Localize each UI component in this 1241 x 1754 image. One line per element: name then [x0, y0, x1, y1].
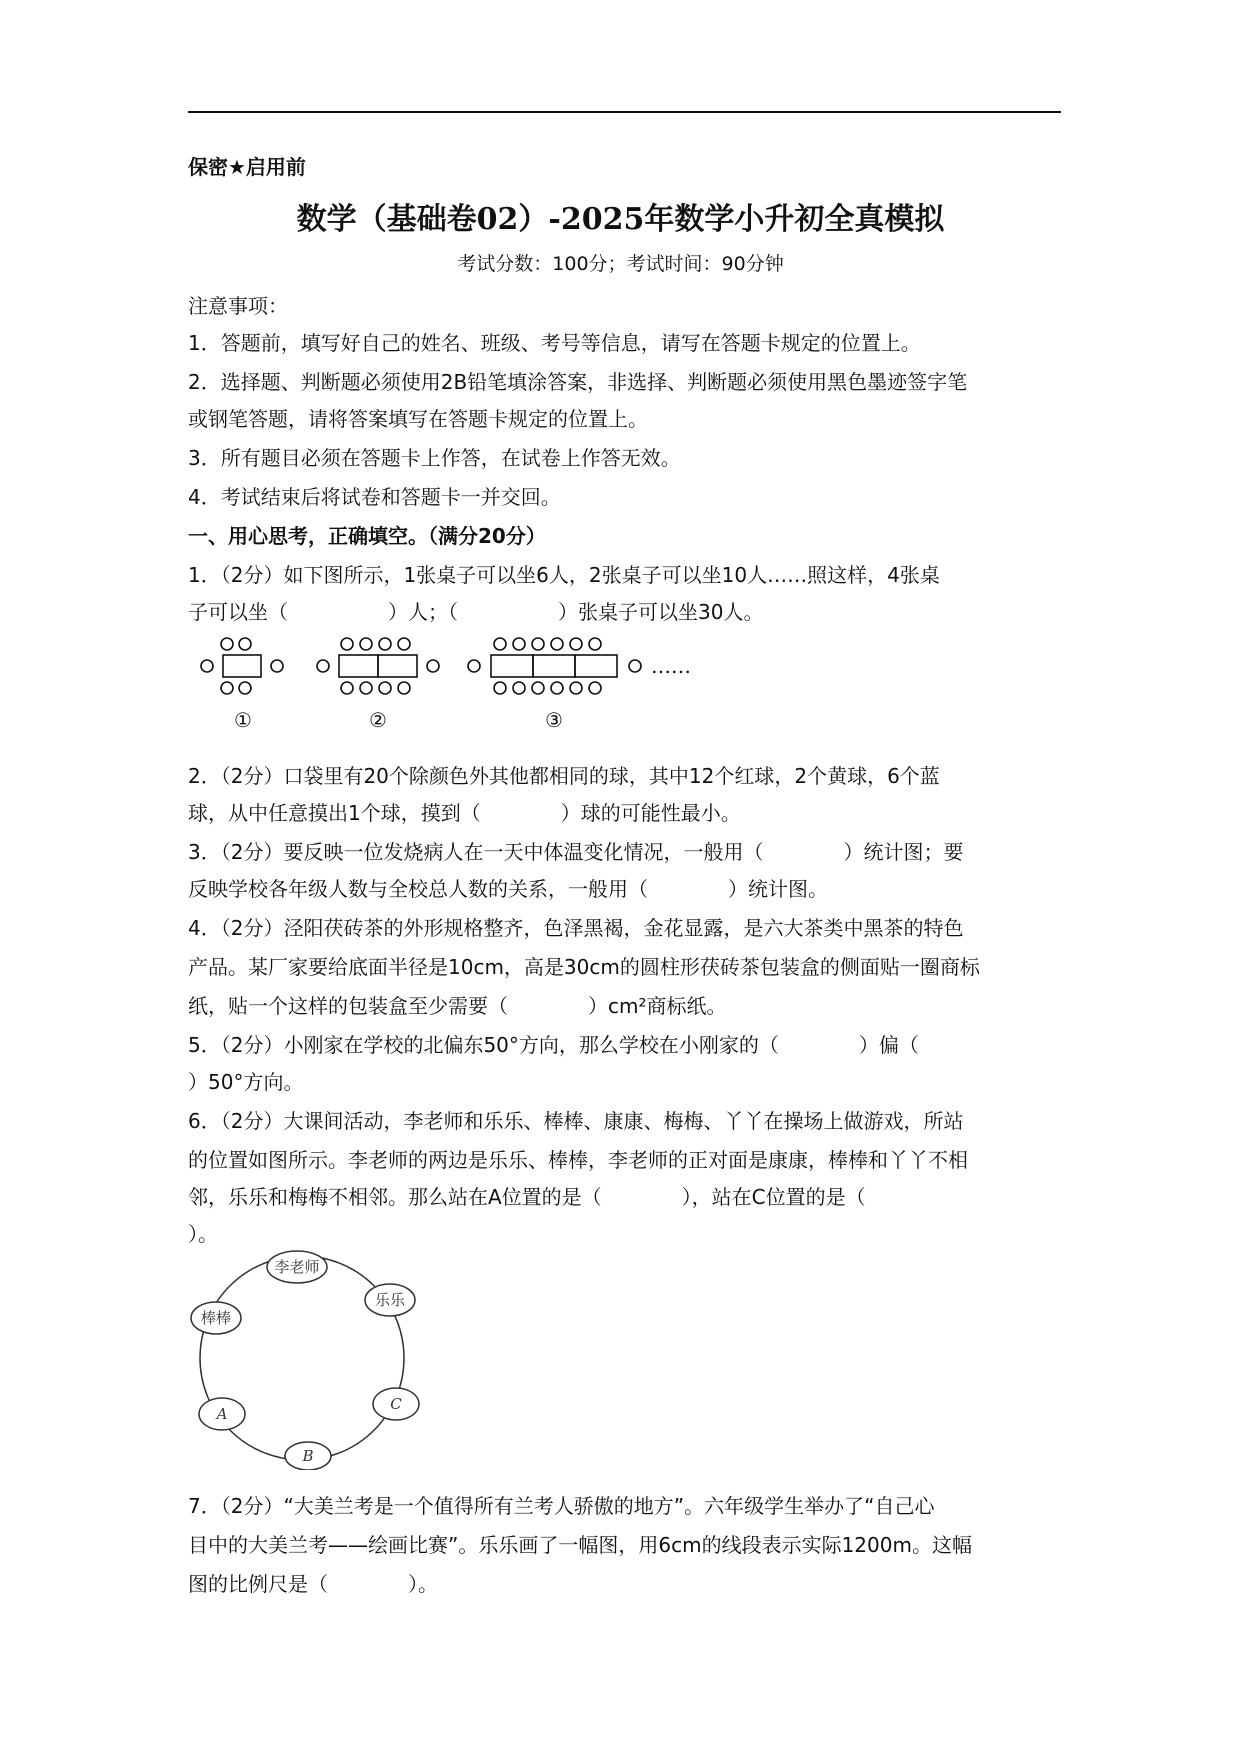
note-2-line-1: 2．选择题、判断题必须使用2B铅笔填涂答案，非选择、判断题必须使用黑色墨迹签字笔 — [188, 370, 968, 394]
q4-line-1: 4．（2分）泾阳茯砖茶的外形规格整齐，色泽黑褐，金花显露，是六大茶类中黑茶的特色 — [188, 916, 964, 940]
q6-line-3: 邻，乐乐和梅梅不相邻。那么站在A位置的是（ ），站在C位置的是（ — [188, 1185, 866, 1209]
q3-line-1: 3．（2分）要反映一位发烧病人在一天中体温变化情况，一般用（ ）统计图；要 — [188, 840, 964, 864]
page-title: 数学（基础卷02）-2025年数学小升初全真模拟 — [296, 202, 945, 237]
header-rule — [188, 111, 1061, 113]
q1-line-1: 1．（2分）如下图所示，1张桌子可以坐6人，2张桌子可以坐10人……照这样，4张桌 — [188, 563, 940, 587]
q1-label-1: ① — [234, 708, 252, 732]
confidential-mark: 保密★启用前 — [188, 155, 306, 179]
position-top-label: 李老师 — [274, 1258, 320, 1276]
q4-line-2: 产品。某厂家要给底面半径是10cm，高是30cm的圆柱形茯砖茶包装盒的侧面贴一圈商标 — [188, 955, 980, 979]
position-right-label: 乐乐 — [374, 1291, 406, 1309]
note-4: 4．考试结束后将试卷和答题卡一并交回。 — [188, 485, 561, 509]
position-b-label: B — [302, 1447, 314, 1465]
q5-line-1: 5．（2分）小刚家在学校的北偏东50°方向，那么学校在小刚家的（ ）偏（ — [188, 1033, 919, 1057]
q6-line-2: 的位置如图所示。李老师的两边是乐乐、棒棒，李老师的正对面是康康，棒棒和丫丫不相 — [188, 1148, 968, 1172]
note-1: 1．答题前，填写好自己的姓名、班级、考号等信息，请写在答题卡规定的位置上。 — [188, 331, 921, 355]
position-a-label: A — [216, 1405, 228, 1423]
position-c-label: C — [390, 1395, 402, 1413]
note-2-line-2: 或钢笔答题，请将答案填写在答题卡规定的位置上。 — [188, 407, 648, 431]
q1-ellipsis: …… — [651, 654, 691, 678]
q1-label-3: ③ — [545, 708, 563, 732]
q2-line-2: 球，从中任意摸出1个球，摸到（ ）球的可能性最小。 — [188, 801, 741, 825]
q7-line-1: 7．（2分）“大美兰考是一个值得所有兰考人骄傲的地方”。六年级学生举办了“自己心 — [188, 1494, 935, 1518]
position-left-label: 棒棒 — [200, 1309, 232, 1327]
q1-label-2: ② — [369, 708, 387, 732]
q5-line-2: ）50°方向。 — [188, 1070, 304, 1094]
q2-line-1: 2．（2分）口袋里有20个除颜色外其他都相同的球，其中12个红球，2个黄球，6个蓝 — [188, 764, 940, 788]
q6-line-1: 6．（2分）大课间活动，李老师和乐乐、棒棒、康康、梅梅、丫丫在操场上做游戏，所站 — [188, 1109, 964, 1133]
q6-line-4: ）。 — [188, 1222, 218, 1246]
q4-line-3: 纸，贴一个这样的包装盒至少需要（ ）cm²商标纸。 — [188, 994, 727, 1018]
q1-table-figure — [188, 635, 728, 735]
q6-circle-figure — [186, 1240, 436, 1470]
q7-line-2: 目中的大美兰考——绘画比赛”。乐乐画了一幅图，用6cm的线段表示实际1200m。这幅 — [188, 1533, 972, 1557]
exam-meta: 考试分数：100分；考试时间：90分钟 — [457, 253, 784, 275]
q7-line-3: 图的比例尺是（ ）。 — [188, 1572, 438, 1596]
q3-line-2: 反映学校各年级人数与全校总人数的关系，一般用（ ）统计图。 — [188, 877, 828, 901]
section-1-heading: 一、用心思考，正确填空。（满分20分） — [188, 524, 546, 548]
notes-heading: 注意事项： — [188, 294, 288, 318]
note-3: 3．所有题目必须在答题卡上作答，在试卷上作答无效。 — [188, 446, 681, 470]
q1-line-2: 子可以坐（ ）人；（ ）张桌子可以坐30人。 — [188, 600, 764, 624]
